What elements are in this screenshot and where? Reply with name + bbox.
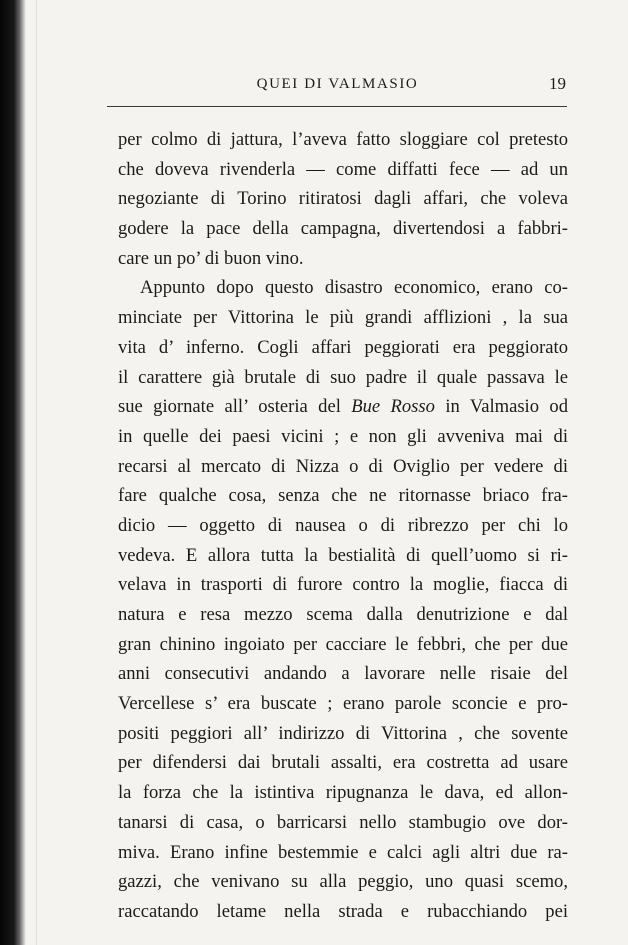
text-line: natura e resa mezzo scema dalla denutrizione e dal [118, 604, 568, 625]
text-segment: sue giornate all’ osteria del [118, 396, 341, 418]
text-line: anni consecutivi andando a lavorare nelle risaie del [118, 663, 568, 685]
running-head [105, 76, 570, 98]
text-line: gran chinino ingoiato per cacciare le febbri, che per due [118, 633, 568, 655]
text-line: negoziante di Torino ritiratosi dagli affari, che voleva [118, 188, 568, 210]
page-number: 19 [549, 74, 566, 93]
text-line-paragraph-start: Appunto dopo questo disastro economico, erano co- [140, 277, 568, 299]
body-text [118, 125, 568, 927]
text-line: godere la pace della campagna, divertendosi a fabbri- [118, 218, 568, 240]
header-rule [107, 106, 567, 107]
book-gutter-shadow [0, 0, 26, 945]
text-line: il carattere già brutale di suo padre il quale passava le [118, 366, 568, 388]
running-title: QUEI DI VALMASIO [256, 76, 419, 92]
text-line: che doveva rivenderla — come diffatti fece — ad un [118, 158, 568, 180]
text-line: velava in trasporti di furore contro la moglie, fiacca di [118, 574, 568, 596]
text-line: la forza che la istintiva ripugnanza le dava, ed allon- [118, 782, 568, 804]
text-line-with-italic [118, 392, 568, 422]
italic-place-name: Bue Rosso [351, 396, 435, 418]
text-line: in quelle dei paesi vicini ; e non gli avveniva mai di [118, 425, 568, 447]
text-line: gazzi, che venivano su alla peggio, uno quasi scemo, [118, 871, 568, 893]
page-edge-line [36, 0, 37, 945]
text-line: raccatando letame nella strada e rubacchiando pei [118, 900, 568, 922]
text-line: vita d’ inferno. Cogli affari peggiorati era peggiorato [118, 336, 568, 358]
text-line: Vercellese s’ era buscate ; erano parole sconcie e pro- [118, 693, 568, 715]
text-line: tanarsi di casa, o barricarsi nello stambugio ove dor- [118, 811, 568, 833]
text-line: recarsi al mercato di Nizza o di Oviglio per vedere di [118, 455, 568, 477]
text-segment: in Valmasio od [445, 396, 568, 418]
text-line: fare qualche cosa, senza che ne ritornasse briaco fra- [118, 485, 568, 507]
text-line: per difendersi dai brutali assalti, era costretta ad usare [118, 752, 568, 774]
text-line: per colmo di jattura, l’aveva fatto sloggiare col pretesto [118, 129, 568, 150]
text-line-paragraph-end: care un po’ di buon vino. [118, 247, 304, 269]
text-line: miva. Erano infine bestemmie e calci agli altri due ra- [118, 841, 568, 863]
text-line: vedeva. E allora tutta la bestialità di quell’uomo si ri- [118, 544, 568, 566]
text-line: positi peggiori all’ indirizzo di Vittorina , che sovente [118, 722, 568, 744]
text-line: minciate per Vittorina le più grandi afflizioni , la sua [118, 307, 568, 329]
text-line: dicio — oggetto di nausea o di ribrezzo per chi lo [118, 514, 568, 536]
